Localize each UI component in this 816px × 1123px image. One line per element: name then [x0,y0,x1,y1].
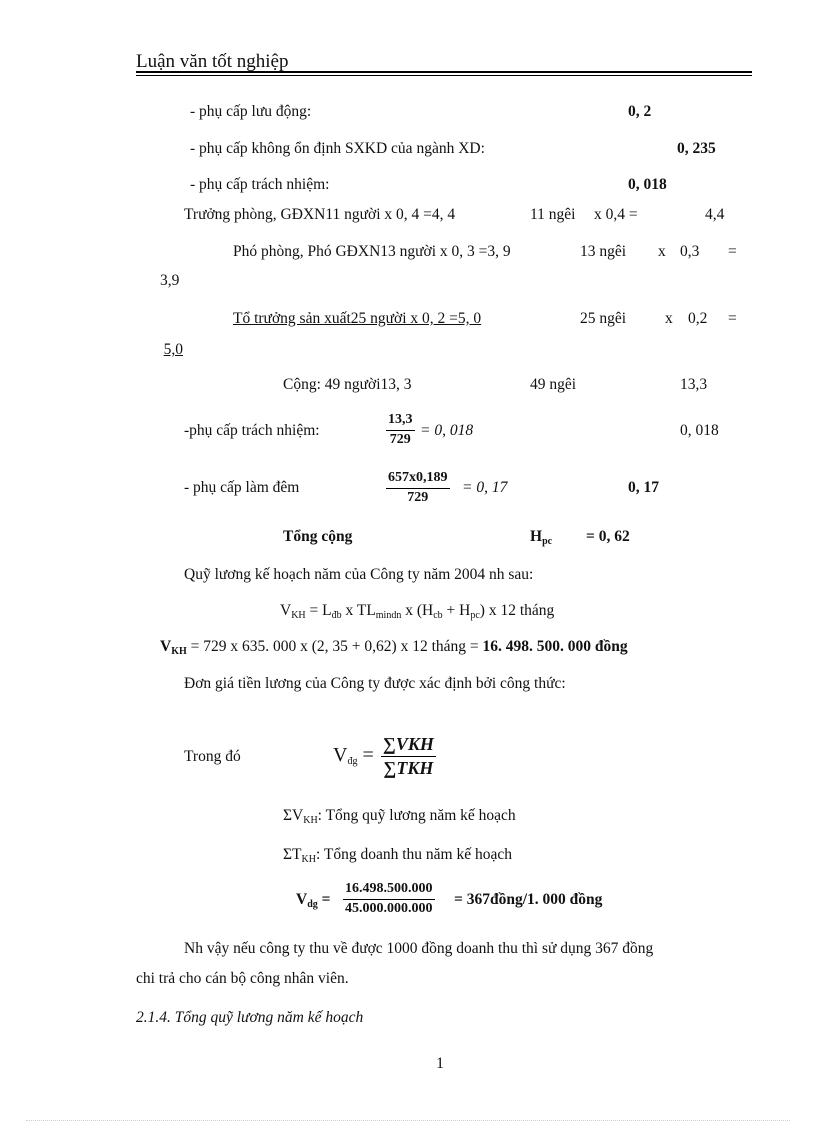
calc-responsibility-value: 0, 018 [680,422,719,439]
row-team-leader-eq: = [728,310,737,327]
conclusion-line-2: chi trả cho cán bộ công nhân viên. [136,970,349,987]
row-team-leader-underlined [233,311,739,327]
calc-responsibility-fraction [386,413,415,447]
row-deputy-count: 13 ngêi [580,243,627,260]
fraction-numerator: 13,3 [386,413,415,431]
calc-night-fraction [386,471,450,505]
plan-fund-total: 16. 498. 500. 000 đồng [482,638,628,655]
fraction-denominator: ∑TKH [383,757,434,778]
fraction-numerator: ∑VKH [381,735,436,757]
row-team-leader-x: x [665,310,673,327]
calc-night-label: - phụ cấp làm đêm [184,479,300,496]
total-row-count: 49 ngêi [530,376,577,393]
definition-tkh: $\Sigma T_{KH}$: Tổng doanh thu năm kế hoạch [283,846,512,865]
header-rule-thin [136,75,752,76]
unit-price-where: Trong đó [184,748,241,765]
page-header-title: Luận văn tốt nghiệp [136,51,289,72]
unit-price-calc-fraction [343,882,435,916]
row-team-leader-result: 5,0 [163,341,183,358]
row-deputy-x: x [658,243,666,260]
row-deputy-eq: = [728,243,737,260]
page-bottom-divider [26,1120,790,1121]
unit-price-lhs: $V_{đg}$ = [333,744,374,767]
calc-night-value: 0, 17 [628,479,659,496]
plan-fund-formula: $V_{KH} = L_{đb}$ x $TL_{mindn}$ x $(H_{cb} + H_{pc})$ x 12 tháng [280,602,555,621]
allowance-value-responsibility: 0, 018 [628,176,667,193]
row-deputy-coef: 0,3 [680,243,700,260]
conclusion-line-1: Nh vậy nếu công ty thu về được 1000 đồng doanh thu thì sử dụng 367 đồng [184,940,654,957]
allowance-label-unstable: - phụ cấp không ổn định SXKD của ngành XD: [190,140,485,157]
page-number: 1 [436,1055,444,1072]
total-row-text: Cộng: 49 người13, 3 [283,376,412,393]
header-rule-thick [136,71,752,73]
allowance-label-mobile: - phụ cấp lưu động: [190,103,312,120]
fraction-denominator: 45.000.000.000 [345,900,433,916]
fraction-numerator: 657x0,189 [386,471,450,489]
total-allowance-symbol: $H_{pc}$ [530,528,553,547]
row-team-leader-count: 25 ngêi [580,310,627,327]
total-row-result: 13,3 [680,376,708,393]
fraction-denominator: 729 [407,489,429,505]
row-head-of-department-formula: x 0,4 = [594,206,638,223]
fraction-denominator: 729 [389,431,411,447]
row-team-leader-text: Tổ trưởng sản xuất25 người x 0, 2 =5, 0 [233,310,482,327]
unit-price-calc-lhs: $V_{dg}$ = [296,891,331,910]
row-head-of-department-text: Trưởng phòng, GĐXN11 người x 0, 4 =4, 4 [184,206,456,223]
row-deputy-text: Phó phòng, Phó GĐXN13 người x 0, 3 =3, 9 [233,243,511,260]
section-heading: 2.1.4. Tổng quỹ lương năm kế hoạch [136,1009,364,1026]
row-head-of-department-count: 11 ngêi [530,206,576,223]
fraction-numerator: 16.498.500.000 [343,882,435,900]
unit-price-calc-result: = 367đồng/1. 000 đồng [454,891,603,908]
unit-price-fraction [381,735,436,778]
row-deputy-result: 3,9 [160,272,180,289]
total-allowance-label: Tổng cộng [283,528,353,545]
row-team-leader-coef: 0,2 [688,310,708,327]
allowance-label-responsibility: - phụ cấp trách nhiệm: [190,176,330,193]
plan-fund-intro: Quỹ lương kế hoạch năm của Công ty năm 2004 nh sau: [184,566,534,583]
plan-fund-computed: $V_{KH} = 729$ x 635. 000 x (2, 35 + 0,62) x 12 tháng = 16. 498. 500. 000 đồng [160,638,628,657]
allowance-value-unstable: 0, 235 [677,140,716,157]
row-head-of-department-result: 4,4 [705,206,725,223]
allowance-value-mobile: 0, 2 [628,103,652,120]
calc-night-result: = 0, 17 [462,479,508,496]
total-allowance-value: = 0, 62 [586,528,630,545]
unit-price-intro: Đơn giá tiền lương của Công ty được xác định bởi công thức: [184,675,566,692]
calc-responsibility-label: -phụ cấp trách nhiệm: [184,422,320,439]
calc-responsibility-result: = 0, 018 [420,422,474,439]
definition-vkh: $\Sigma V_{KH}$: Tổng quỹ lương năm kế hoạch [283,807,516,826]
